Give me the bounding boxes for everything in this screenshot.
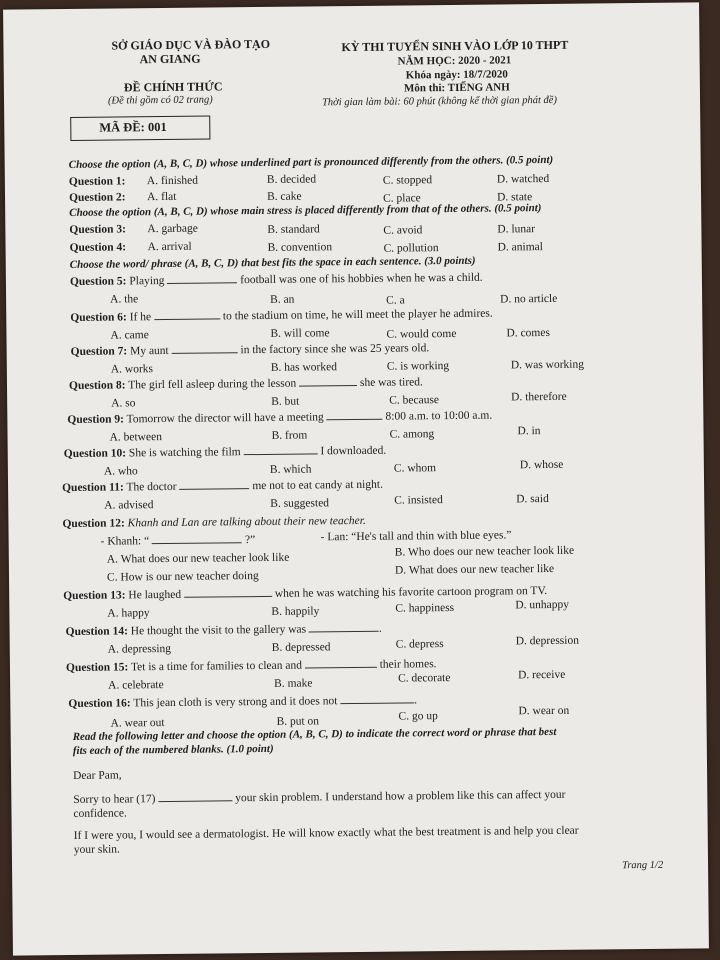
question-10 bbox=[64, 444, 387, 462]
q11-text-2: me not to eat candy at night. bbox=[252, 478, 383, 493]
q6-option-d: D. comes bbox=[506, 326, 550, 340]
q15-option-b: B. make bbox=[274, 677, 313, 690]
q7-option-a: A. works bbox=[110, 363, 154, 376]
q2-option-a: A. flat bbox=[146, 190, 177, 204]
q12-khanh-close: ?” bbox=[244, 534, 256, 547]
question-14-label: Question 14: bbox=[65, 625, 128, 639]
page-number: Trang 1/2 bbox=[622, 859, 664, 872]
q1-option-b: B. decided bbox=[266, 173, 317, 186]
q12-dialogue-lan: - Lan: “He's tall and thin with blue eyes.” bbox=[320, 529, 512, 544]
q14-option-b: B. depressed bbox=[271, 641, 331, 654]
q16-text-2: . bbox=[414, 694, 418, 707]
q15-text-1: Tet is a time for families to clean and bbox=[130, 659, 302, 674]
official-label: ĐỀ CHÍNH THỨC bbox=[123, 79, 223, 95]
letter-p1-start: Sorry to hear (17) bbox=[73, 793, 156, 806]
q14-blank bbox=[309, 631, 379, 633]
q6-text-2: to the stadium on time, he will meet the player he admires. bbox=[222, 307, 493, 323]
question-7 bbox=[71, 341, 430, 359]
question-4-label: Question 4: bbox=[69, 241, 127, 254]
letter-greeting: Dear Pam, bbox=[73, 769, 122, 782]
q11-text-1: The doctor bbox=[126, 480, 177, 494]
q3-option-a: A. garbage bbox=[147, 222, 198, 236]
q5-blank bbox=[167, 282, 237, 284]
q16-option-c: C. go up bbox=[398, 710, 438, 723]
q6-option-c: C. would come bbox=[386, 327, 457, 341]
question-8-label: Question 8: bbox=[68, 379, 126, 392]
letter-p2-line-2: your skin. bbox=[73, 843, 120, 856]
q7-option-d: D. was working bbox=[510, 358, 585, 372]
q4-option-d: D. animal bbox=[497, 241, 544, 254]
question-7-label: Question 7: bbox=[70, 345, 128, 358]
exam-date: Khóa ngày: 18/7/2020 bbox=[405, 68, 508, 82]
q11-option-b: B. suggested bbox=[270, 497, 330, 510]
q15-option-c: C. decorate bbox=[398, 672, 451, 685]
question-5 bbox=[70, 271, 483, 290]
q10-option-a: A. who bbox=[103, 465, 138, 478]
q12-option-d: D. What does our new teacher like bbox=[394, 562, 555, 577]
q13-option-b: B. happily bbox=[271, 605, 320, 618]
exam-title: KỲ THI TUYỂN SINH VÀO LỚP 10 THPT bbox=[341, 37, 569, 55]
section-stress: Choose the option (A, B, C, D) whose main stress is placed differently from that of the others. (0.5 point) bbox=[69, 202, 542, 219]
q6-option-a: A. came bbox=[110, 329, 149, 342]
letter-p1-line-2: confidence. bbox=[73, 807, 127, 820]
q10-option-b: B. which bbox=[269, 463, 312, 476]
q1-option-d: D. watched bbox=[496, 172, 550, 186]
q13-text-2: when he was watching his favorite cartoon program on TV. bbox=[274, 585, 548, 600]
q15-option-a: A. celebrate bbox=[108, 679, 164, 692]
q7-option-b: B. has worked bbox=[270, 361, 338, 374]
q12-option-b: B. Who does our new teacher look like bbox=[394, 544, 575, 559]
q7-text-2: in the factory since she was 25 years old. bbox=[240, 342, 430, 357]
question-16 bbox=[68, 693, 417, 711]
question-3-label: Question 3: bbox=[69, 223, 126, 236]
q14-option-c: C. depress bbox=[395, 638, 444, 651]
q12-blank bbox=[152, 542, 242, 544]
question-16-label: Question 16: bbox=[68, 697, 131, 711]
q5-text-1: Playing bbox=[129, 274, 165, 288]
q10-option-d: D. whose bbox=[519, 458, 564, 472]
q14-text-2: . bbox=[378, 622, 382, 635]
q16-text-1: This jean cloth is very strong and it does not bbox=[133, 695, 338, 710]
q11-option-c: C. insisted bbox=[394, 494, 443, 507]
section-fill-blank: Choose the word/ phrase (A, B, C, D) that best fits the space in each sentence. (3.0 points) bbox=[69, 254, 476, 271]
q13-blank bbox=[184, 596, 272, 598]
q2-option-d: D. state bbox=[496, 191, 533, 204]
q9-option-c: C. among bbox=[389, 428, 435, 441]
question-15 bbox=[66, 657, 437, 675]
q14-option-d: D. depression bbox=[515, 634, 580, 648]
q13-option-a: A. happy bbox=[107, 607, 150, 620]
q6-option-b: B. will come bbox=[270, 327, 330, 340]
q3-option-b: B. standard bbox=[267, 223, 320, 236]
question-12 bbox=[62, 514, 365, 532]
q4-option-c: C. pollution bbox=[383, 242, 439, 255]
q8-option-c: C. because bbox=[389, 394, 440, 407]
q8-option-b: B. but bbox=[271, 395, 300, 408]
q8-text-2: she was tired. bbox=[359, 376, 423, 389]
q16-blank bbox=[340, 702, 414, 704]
q6-blank bbox=[154, 318, 220, 320]
q9-option-d: D. in bbox=[517, 425, 541, 438]
q2-option-c: C. place bbox=[383, 192, 421, 205]
q12-prompt: Khanh and Lan are talking about their new teacher. bbox=[127, 514, 366, 530]
question-9 bbox=[67, 409, 492, 428]
q8-blank bbox=[299, 385, 357, 387]
question-9-label: Question 9: bbox=[67, 413, 124, 427]
q8-option-d: D. therefore bbox=[511, 390, 567, 404]
q9-option-a: A. between bbox=[109, 431, 162, 444]
q5-option-a: A. the bbox=[110, 293, 139, 306]
q7-option-c: C. is working bbox=[386, 360, 450, 373]
q15-option-d: D. receive bbox=[518, 668, 566, 682]
q2-option-b: B. cake bbox=[266, 190, 302, 203]
q4-option-b: B. convention bbox=[267, 241, 333, 254]
q12-dialogue-khanh bbox=[101, 533, 256, 549]
q5-option-d: D. no article bbox=[500, 292, 558, 306]
q12-khanh-open: - Khanh: “ bbox=[100, 535, 150, 548]
question-11-label: Question 11: bbox=[62, 481, 124, 495]
question-15-label: Question 15: bbox=[65, 661, 129, 675]
q14-text-1: He thought the visit to the gallery was bbox=[130, 623, 307, 638]
q1-option-a: A. finished bbox=[146, 174, 199, 188]
letter-paragraph-1 bbox=[73, 788, 565, 808]
question-12-label: Question 12: bbox=[62, 517, 125, 531]
q9-blank bbox=[327, 419, 383, 421]
question-14 bbox=[66, 622, 382, 640]
q3-option-c: C. avoid bbox=[383, 224, 423, 237]
q10-text-1: She is watching the film bbox=[128, 446, 241, 460]
section-reading-line-1: Read the following letter and choose the option (A, B, C, D) to indicate the correct word or phrase that best bbox=[72, 725, 557, 743]
q8-text-1: The girl fell asleep during the lesson bbox=[128, 377, 297, 392]
exam-time: Thời gian làm bài: 60 phút (không kể thời gian phát đề) bbox=[322, 94, 558, 109]
exam-code: MÃ ĐỀ: 001 bbox=[99, 119, 167, 135]
q7-text-1: My aunt bbox=[130, 344, 169, 358]
q5-text-2: football was one of his hobbies when he was a child. bbox=[240, 271, 483, 287]
question-6-label: Question 6: bbox=[70, 311, 127, 324]
q16-option-a: A. wear out bbox=[110, 717, 165, 730]
q9-option-b: B. from bbox=[271, 429, 308, 442]
question-8 bbox=[69, 375, 423, 393]
q4-option-a: A. arrival bbox=[147, 240, 192, 254]
q9-text-1: Tomorrow the director will have a meeting bbox=[126, 411, 324, 426]
q8-option-a: A. so bbox=[111, 397, 136, 410]
question-13 bbox=[63, 584, 547, 603]
q5-option-c: C. a bbox=[386, 294, 405, 307]
q9-text-2: 8:00 a.m. to 10:00 a.m. bbox=[385, 409, 493, 423]
q7-blank bbox=[172, 352, 238, 354]
q5-option-b: B. an bbox=[270, 293, 295, 306]
pages-note: (Đề thi gồm có 02 trang) bbox=[107, 94, 213, 107]
subject: Môn thi: TIẾNG ANH bbox=[403, 81, 510, 95]
q11-option-a: A. advised bbox=[104, 499, 154, 512]
q10-blank bbox=[244, 453, 318, 455]
question-2-label: Question 2: bbox=[68, 191, 126, 204]
province: AN GIANG bbox=[139, 51, 201, 67]
question-1-label: Question 1: bbox=[68, 175, 126, 188]
q1-option-c: C. stopped bbox=[382, 174, 433, 187]
q13-option-c: C. happiness bbox=[395, 601, 455, 615]
section-reading-line-2: fits each of the numbered blanks. (1.0 point) bbox=[72, 742, 274, 757]
letter-blank-17 bbox=[158, 800, 232, 802]
letter-paragraph-2: If I were you, I would see a dermatologist. He will know exactly what the best treatment is and help you clear bbox=[73, 824, 579, 842]
q6-text-1: If he bbox=[129, 311, 152, 324]
q11-option-d: D. said bbox=[516, 492, 549, 506]
q14-option-a: A. depressing bbox=[107, 642, 172, 656]
q13-option-d: D. unhappy bbox=[515, 598, 570, 612]
q10-text-2: I downloaded. bbox=[320, 444, 387, 458]
q12-option-c: C. How is our new teacher doing bbox=[106, 570, 259, 584]
exam-code-box bbox=[70, 116, 210, 141]
question-10-label: Question 10: bbox=[63, 447, 127, 461]
question-6 bbox=[70, 307, 493, 326]
q3-option-d: D. lunar bbox=[497, 223, 536, 236]
q10-option-c: C. whom bbox=[393, 462, 437, 475]
q12-option-a: A. What does our new teacher look like bbox=[106, 551, 290, 566]
question-5-label: Question 5: bbox=[69, 275, 127, 288]
question-13-label: Question 13: bbox=[63, 589, 126, 603]
exam-page bbox=[3, 2, 709, 955]
q15-text-2: their homes. bbox=[379, 658, 437, 671]
q16-option-d: D. wear on bbox=[518, 704, 570, 718]
letter-p1-end: your skin problem. I understand how a problem like this can affect your bbox=[235, 788, 566, 805]
q11-blank bbox=[179, 488, 249, 490]
section-pronunciation: Choose the option (A, B, C, D) whose underlined part is pronounced differently from the others. (0.5 point) bbox=[68, 153, 554, 171]
dept-name: SỞ GIÁO DỤC VÀ ĐÀO TẠO bbox=[111, 36, 271, 53]
q15-blank bbox=[305, 667, 377, 669]
question-11 bbox=[62, 478, 383, 496]
school-year: NĂM HỌC: 2020 - 2021 bbox=[397, 54, 512, 68]
q16-option-b: B. put on bbox=[276, 715, 320, 728]
q13-text-1: He laughed bbox=[128, 588, 182, 602]
